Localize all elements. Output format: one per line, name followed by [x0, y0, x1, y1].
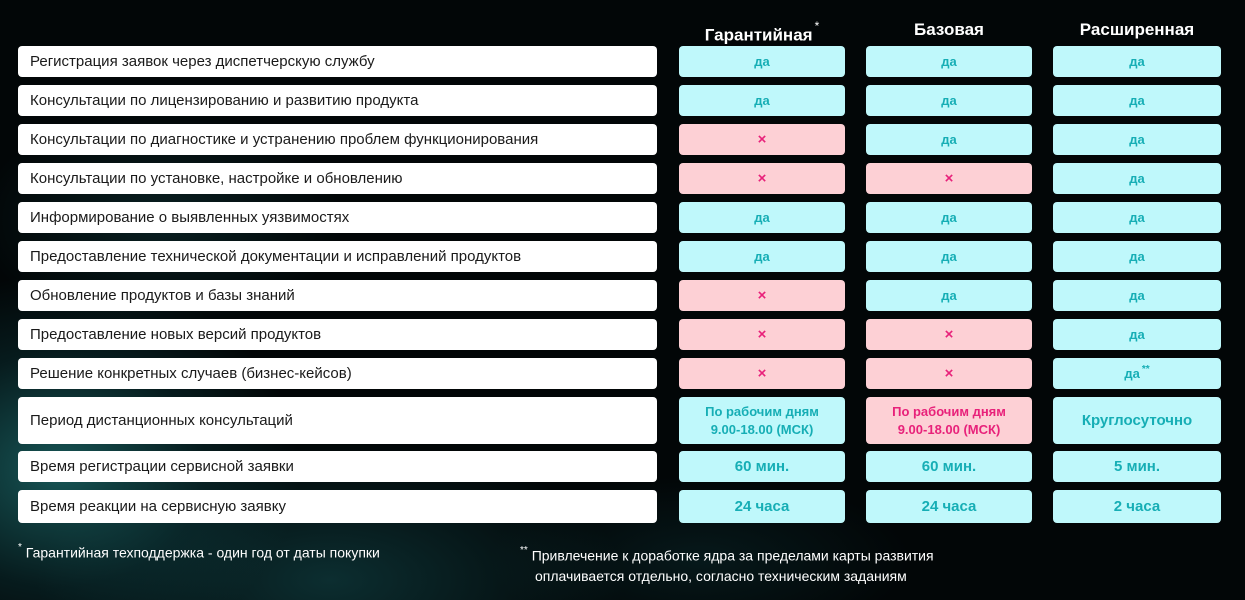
cell-extended	[1053, 358, 1221, 389]
column-header-warranty	[679, 18, 845, 45]
footnote-mark: **	[520, 545, 528, 556]
row-label: Предоставление новых версий продуктов	[18, 319, 657, 350]
cell-basic	[866, 319, 1032, 350]
footnote-2	[520, 543, 934, 586]
cell-value: да	[941, 288, 957, 303]
cell-value: да	[754, 93, 770, 108]
cell-value: 24 часа	[921, 498, 977, 515]
column-header-extended: Расширенная	[1079, 20, 1195, 39]
cell-value: ×	[944, 365, 954, 382]
cell-basic	[866, 490, 1032, 523]
cell-value: да	[754, 210, 770, 225]
cell-value: ×	[757, 170, 767, 187]
cell-warranty	[679, 490, 845, 523]
cell-value: 60 мин.	[921, 458, 977, 475]
cell-value: да	[1129, 210, 1145, 225]
column-header-basic: Базовая	[914, 20, 984, 39]
cell-value: да	[941, 54, 957, 69]
cell-extended	[1053, 319, 1221, 350]
row-label: Предоставление технической документации и исправлений продуктов	[18, 241, 657, 272]
cell-warranty	[679, 85, 845, 116]
cell-value: По рабочим дням 9.00-18.00 (МСК)	[892, 403, 1006, 437]
cell-value: да	[1129, 54, 1145, 69]
footnote-1	[18, 540, 380, 563]
cell-value: да	[1129, 132, 1145, 147]
column-header-warranty-text: Гарантийная	[704, 25, 813, 45]
cell-basic	[866, 85, 1032, 116]
cell-extended	[1053, 85, 1221, 116]
footnote-mark: **	[1141, 364, 1150, 375]
cell-warranty	[679, 397, 845, 444]
cell-extended	[1053, 397, 1221, 444]
cell-extended	[1053, 163, 1221, 194]
cell-value: да	[1129, 93, 1145, 108]
cell-value: ×	[944, 170, 954, 187]
cell-basic	[866, 358, 1032, 389]
cell-warranty	[679, 280, 845, 311]
cell-value: да	[754, 54, 770, 69]
row-label: Консультации по установке, настройке и обновлению	[18, 163, 657, 194]
row-label: Консультации по лицензированию и развитию продукта	[18, 85, 657, 116]
cell-extended	[1053, 46, 1221, 77]
cell-value: ×	[757, 365, 767, 382]
cell-value: да	[1129, 249, 1145, 264]
cell-value: да	[1129, 171, 1145, 186]
footnote-2-line-1	[520, 543, 934, 566]
cell-value: да	[941, 93, 957, 108]
cell-warranty	[679, 202, 845, 233]
cell-warranty	[679, 46, 845, 77]
cell-value: ×	[757, 131, 767, 148]
cell-basic	[866, 241, 1032, 272]
row-label: Консультации по диагностике и устранению проблем функционирования	[18, 124, 657, 155]
cell-value: 24 часа	[734, 498, 790, 515]
cell-extended	[1053, 280, 1221, 311]
cell-extended	[1053, 490, 1221, 523]
footnote-mark: *	[18, 542, 22, 553]
cell-value: 60 мин.	[734, 458, 790, 475]
cell-warranty	[679, 319, 845, 350]
cell-basic	[866, 202, 1032, 233]
cell-extended	[1053, 202, 1221, 233]
row-label: Время реакции на сервисную заявку	[18, 490, 657, 523]
cell-basic	[866, 280, 1032, 311]
footnote-mark: *	[814, 19, 820, 33]
cell-value: да	[1129, 327, 1145, 342]
footnote-1-text: Гарантийная техподдержка - один год от даты покупки	[25, 544, 380, 561]
cell-basic	[866, 451, 1032, 482]
footnote-2-text-1: Привлечение к доработке ядра за пределами карты развития	[531, 547, 934, 564]
cell-value: 2 часа	[1113, 498, 1161, 515]
cell-warranty	[679, 358, 845, 389]
cell-value: да	[1124, 366, 1140, 381]
row-label: Обновление продуктов и базы знаний	[18, 280, 657, 311]
cell-value: ×	[757, 326, 767, 343]
cell-warranty	[679, 124, 845, 155]
cell-extended	[1053, 124, 1221, 155]
cell-value: да	[1129, 288, 1145, 303]
cell-extended	[1053, 451, 1221, 482]
cell-basic	[866, 397, 1032, 444]
row-label: Регистрация заявок через диспетчерскую службу	[18, 46, 657, 77]
cell-warranty	[679, 451, 845, 482]
row-label: Информирование о выявленных уязвимостях	[18, 202, 657, 233]
cell-basic	[866, 124, 1032, 155]
cell-value: По рабочим дням 9.00-18.00 (МСК)	[705, 403, 819, 437]
cell-basic	[866, 46, 1032, 77]
cell-value: ×	[944, 326, 954, 343]
cell-warranty	[679, 241, 845, 272]
cell-value: да	[754, 249, 770, 264]
cell-value: ×	[757, 287, 767, 304]
row-label: Период дистанционных консультаций	[18, 397, 657, 444]
cell-value: 5 мин.	[1113, 458, 1161, 475]
cell-extended	[1053, 241, 1221, 272]
row-label: Решение конкретных случаев (бизнес-кейсов)	[18, 358, 657, 389]
cell-value: да	[941, 210, 957, 225]
cell-value: Круглосуточно	[1081, 412, 1193, 429]
cell-warranty	[679, 163, 845, 194]
cell-value: да	[941, 132, 957, 147]
cell-basic	[866, 163, 1032, 194]
row-label: Время регистрации сервисной заявки	[18, 451, 657, 482]
footnote-2-line-2: оплачивается отдельно, согласно техническим заданиям	[535, 567, 907, 584]
cell-value: да	[941, 249, 957, 264]
